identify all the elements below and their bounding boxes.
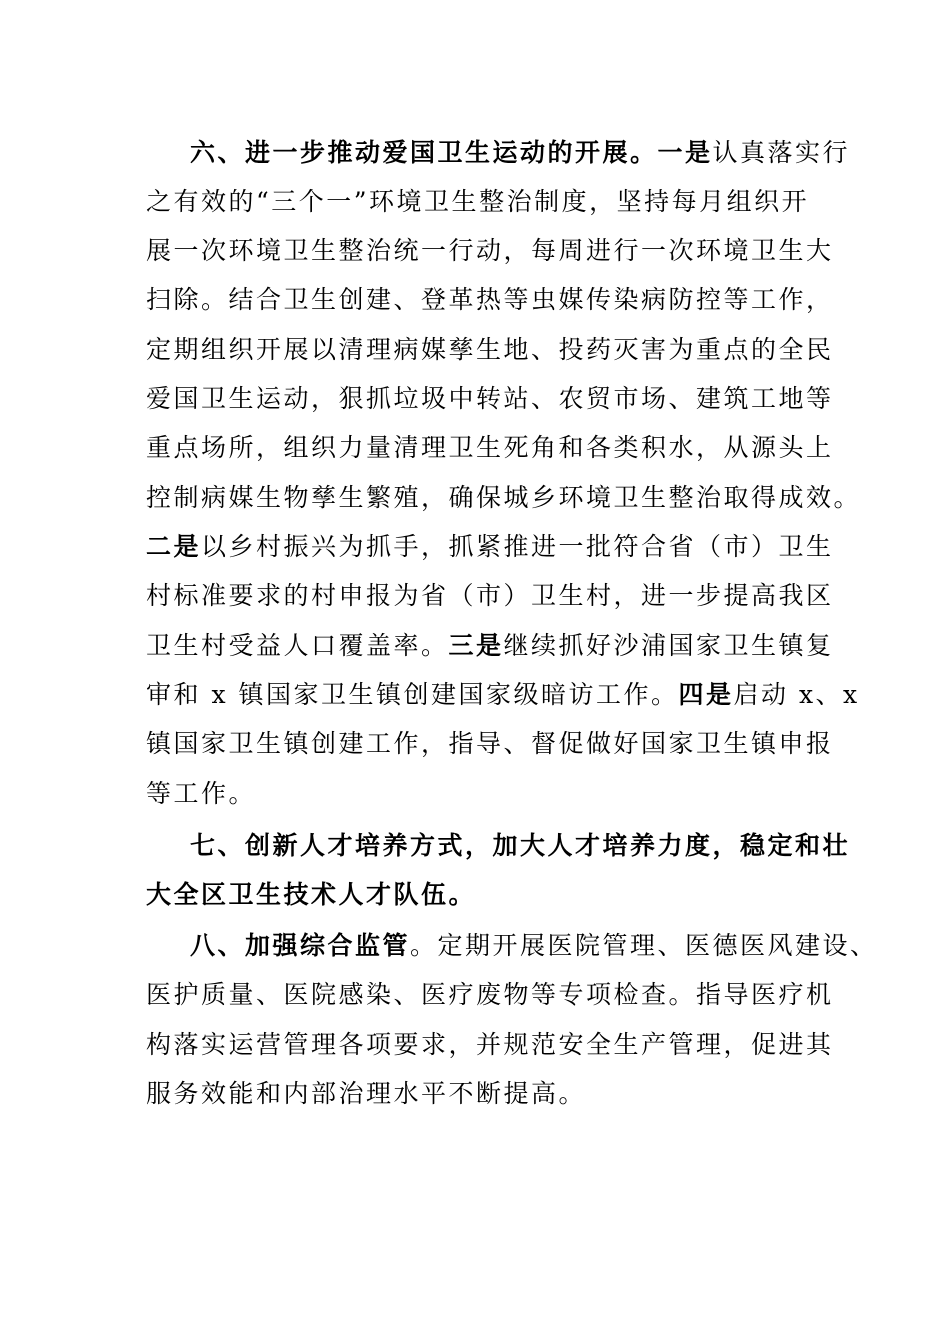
body-text: 村标准要求的村申报为省（市）卫生村，进一步提高我区 xyxy=(146,581,834,610)
body-text: 以乡村振兴为抓手，抓紧推进一批符合省（市）卫生 xyxy=(201,532,834,561)
body-text: 扫除。结合卫生创建、登革热等虫媒传染病防控等工作， xyxy=(146,285,834,314)
body-text: 继续抓好沙浦国家卫生镇复 xyxy=(503,631,834,660)
section-7-heading-line xyxy=(146,871,846,919)
text-line xyxy=(146,971,846,1019)
text-line xyxy=(146,720,846,768)
text-line xyxy=(146,227,846,275)
section-8-heading: 八、加强综合监管 xyxy=(190,931,411,960)
body-text: 构落实运营管理各项要求，并规范安全生产管理，促进其 xyxy=(146,1030,834,1059)
text-line xyxy=(146,622,846,670)
body-text: 控制病媒生物孳生繁殖，确保城乡环境卫生整治取得成效。 xyxy=(146,483,862,512)
section-7-heading: 大全区卫生技术人才队伍。 xyxy=(146,880,477,909)
text-line xyxy=(146,572,846,620)
body-text: 。定期开展医院管理、医德医风建设、 xyxy=(410,931,878,960)
point-2-marker: 二是 xyxy=(146,532,202,561)
text-line xyxy=(146,671,860,719)
point-4-marker: 四是 xyxy=(678,680,734,709)
section-7-heading-line xyxy=(190,822,890,870)
body-text: 重点场所，组织力量清理卫生死角和各类积水，从源头上 xyxy=(146,433,834,462)
text-line xyxy=(146,326,846,374)
body-text: 审和 x 镇国家卫生镇创建国家级暗访工作。 xyxy=(146,680,679,709)
point-3-marker: 三是 xyxy=(448,631,504,660)
text-line xyxy=(146,770,846,818)
text-line xyxy=(146,474,862,522)
text-line xyxy=(146,523,846,571)
body-text: 认真落实行 xyxy=(712,138,851,167)
body-text: 爱国卫生运动，狠抓垃圾中转站、农贸市场、建筑工地等 xyxy=(146,384,834,413)
text-line xyxy=(146,178,846,226)
text-line xyxy=(146,1070,846,1118)
body-text: 展一次环境卫生整治统一行动，每周进行一次环境卫生大 xyxy=(146,236,834,265)
text-line xyxy=(146,1021,846,1069)
text-line xyxy=(146,424,846,472)
body-text: 镇国家卫生镇创建工作，指导、督促做好国家卫生镇申报 xyxy=(146,729,834,758)
text-line xyxy=(146,375,846,423)
section-6-heading-line xyxy=(190,129,890,177)
point-1-marker: 一是 xyxy=(657,138,713,167)
body-text: 之有效的“三个一”环境卫生整治制度，坚持每月组织开 xyxy=(146,187,810,216)
section-7-heading: 七、创新人才培养方式，加大人才培养力度，稳定和壮 xyxy=(190,831,851,860)
text-line xyxy=(146,276,846,324)
body-text: 医护质量、医院感染、医疗废物等专项检查。指导医疗机 xyxy=(146,980,834,1009)
section-6-heading: 六、进一步推动爱国卫生运动的开展。 xyxy=(190,138,658,167)
body-text: 定期组织开展以清理病媒孳生地、投药灭害为重点的全民 xyxy=(146,335,834,364)
body-text: 等工作。 xyxy=(146,779,257,808)
body-text: 启动 x、x xyxy=(733,680,860,709)
body-text: 服务效能和内部治理水平不断提高。 xyxy=(146,1079,587,1108)
body-text: 卫生村受益人口覆盖率。 xyxy=(146,631,449,660)
section-8-heading-line xyxy=(190,922,890,970)
